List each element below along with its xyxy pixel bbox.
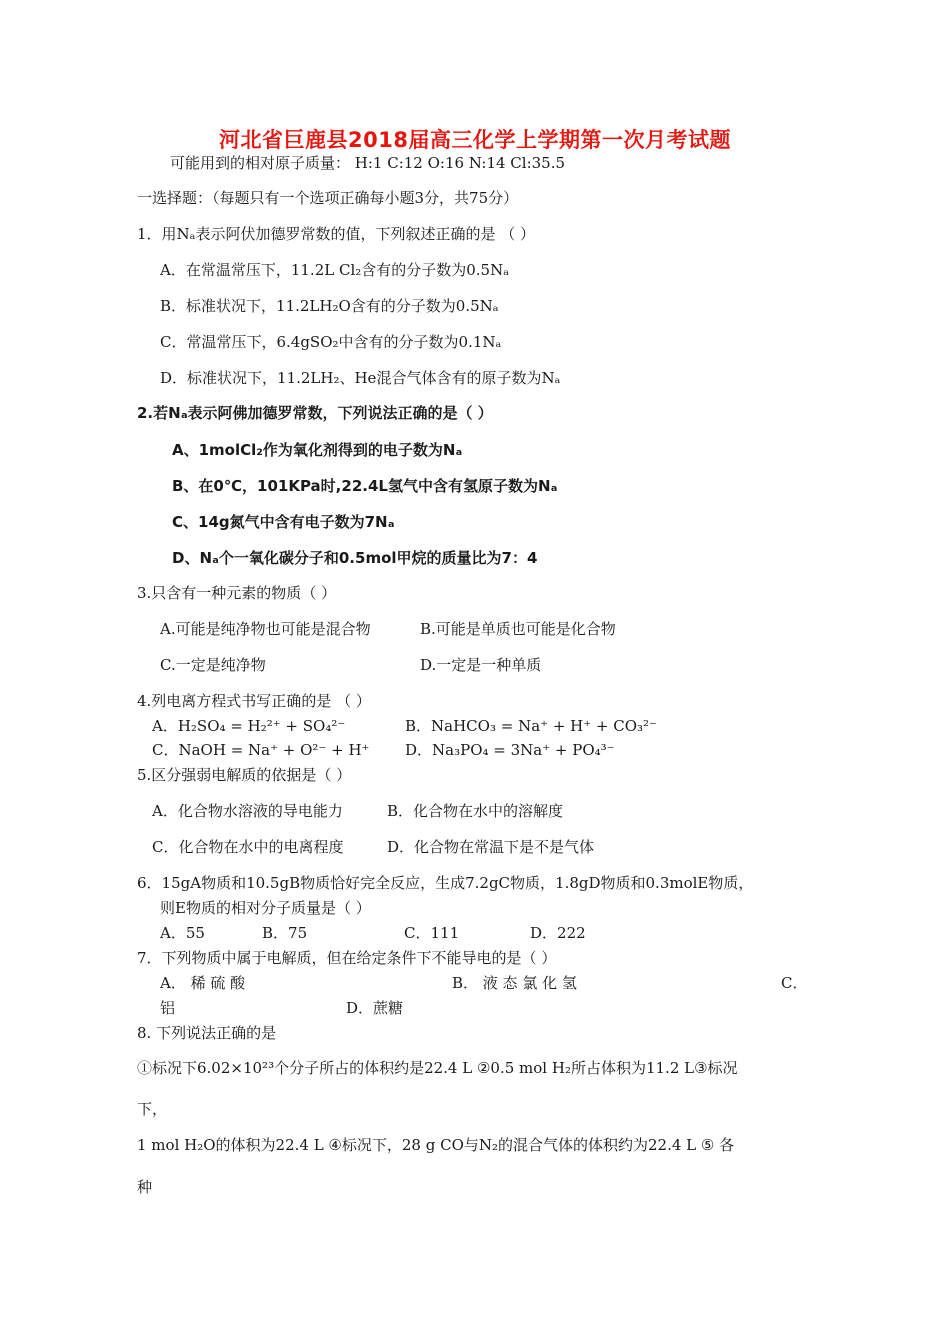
q7-option-c-text: 铝 [160, 999, 176, 1017]
q5-option-a: A．化合物水溶液的导电能力 [152, 802, 343, 820]
q2-option-a: A、1molCl₂作为氧化剂得到的电子数为Nₐ [172, 441, 463, 459]
q6-option-a: A．55 [160, 924, 205, 942]
section-heading: 一选择题：（每题只有一个选项正确每小题3分，共75分） [137, 189, 519, 207]
q3-option-a: A.可能是纯净物也可能是混合物 [160, 620, 371, 638]
q1-option-b: B．标准状况下，11.2LH₂O含有的分子数为0.5Nₐ [160, 297, 499, 315]
q8-stem: 8. 下列说法正确的是 [137, 1024, 277, 1042]
q7-option-a: A． 稀 硫 酸 [160, 974, 246, 992]
q4-option-a: A．H₂SO₄ = H₂²⁺ + SO₄²⁻ [152, 717, 346, 735]
q8-line-4: 种 [137, 1178, 153, 1196]
q4-option-c: C．NaOH = Na⁺ + O²⁻ + H⁺ [152, 741, 370, 759]
q6-stem: 6．15gA物质和10.5gB物质恰好完全反应，生成7.2gC物质，1.8gD物质和0.3molE物质， [137, 874, 754, 892]
q5-option-d: D．化合物在常温下是不是气体 [387, 838, 595, 856]
q2-stem: 2.若Nₐ表示阿佛加德罗常数，下列说法正确的是（ ） [137, 404, 493, 422]
q5-option-b: B．化合物在水中的溶解度 [387, 802, 564, 820]
q6-option-b: B．75 [262, 924, 308, 942]
q4-option-d: D．Na₃PO₄ = 3Na⁺ + PO₄³⁻ [405, 741, 615, 759]
atomic-masses: 可能用到的相对原子质量： H:1 C:12 O:16 N:14 Cl:35.5 [170, 154, 566, 172]
q8-line-2: 下， [137, 1100, 168, 1118]
q2-option-b: B、在0℃，101KPa时,22.4L氢气中含有氢原子数为Nₐ [172, 477, 558, 495]
q2-option-d: D、Nₐ个一氧化碳分子和0.5mol甲烷的质量比为7：4 [172, 549, 538, 567]
q3-option-c: C.一定是纯净物 [160, 656, 266, 674]
q3-option-b: B.可能是单质也可能是化合物 [420, 620, 616, 638]
q7-stem: 7．下列物质中属于电解质，但在给定条件下不能导电的是（ ） [137, 949, 557, 967]
q1-option-a: A．在常温常压下，11.2L Cl₂含有的分子数为0.5Nₐ [160, 261, 510, 279]
q7-option-c-label: C． [781, 974, 808, 992]
q3-option-d: D.一定是一种单质 [420, 656, 542, 674]
q1-option-d: D．标准状况下，11.2LH₂、He混合气体含有的原子数为Nₐ [160, 369, 561, 387]
page-title: 河北省巨鹿县2018届高三化学上学期第一次月考试题 [219, 128, 731, 152]
q6-option-c: C．111 [404, 924, 460, 942]
q8-line-3: 1 mol H₂O的体积为22.4 L ④标况下，28 g CO与N₂的混合气体的体积约为22.4 L ⑤ 各 [137, 1136, 735, 1154]
q1-stem: 1．用Nₐ表示阿伏加德罗常数的值，下列叙述正确的是 （ ） [137, 225, 535, 243]
q5-stem: 5.区分强弱电解质的依据是（ ） [137, 766, 352, 784]
q7-option-b: B． 液 态 氯 化 氢 [452, 974, 577, 992]
q1-option-c: C．常温常压下，6.4gSO₂中含有的分子数为0.1Nₐ [160, 333, 502, 351]
q4-option-b: B．NaHCO₃ = Na⁺ + H⁺ + CO₃²⁻ [405, 717, 657, 735]
q6-stem-cont: 则E物质的相对分子质量是（ ） [160, 899, 371, 917]
q3-stem: 3.只含有一种元素的物质（ ） [137, 584, 337, 602]
q7-option-d: D．蔗糖 [346, 999, 404, 1017]
q8-line-1: ①标况下6.02×10²³个分子所占的体积约是22.4 L ②0.5 mol H₂所占体积为11.2 L③标况 [137, 1059, 738, 1077]
q6-option-d: D．222 [530, 924, 586, 942]
q5-option-c: C．化合物在水中的电离程度 [152, 838, 344, 856]
q2-option-c: C、14g氮气中含有电子数为7Nₐ [172, 513, 395, 531]
q4-stem: 4.列电离方程式书写正确的是 （ ） [137, 692, 371, 710]
